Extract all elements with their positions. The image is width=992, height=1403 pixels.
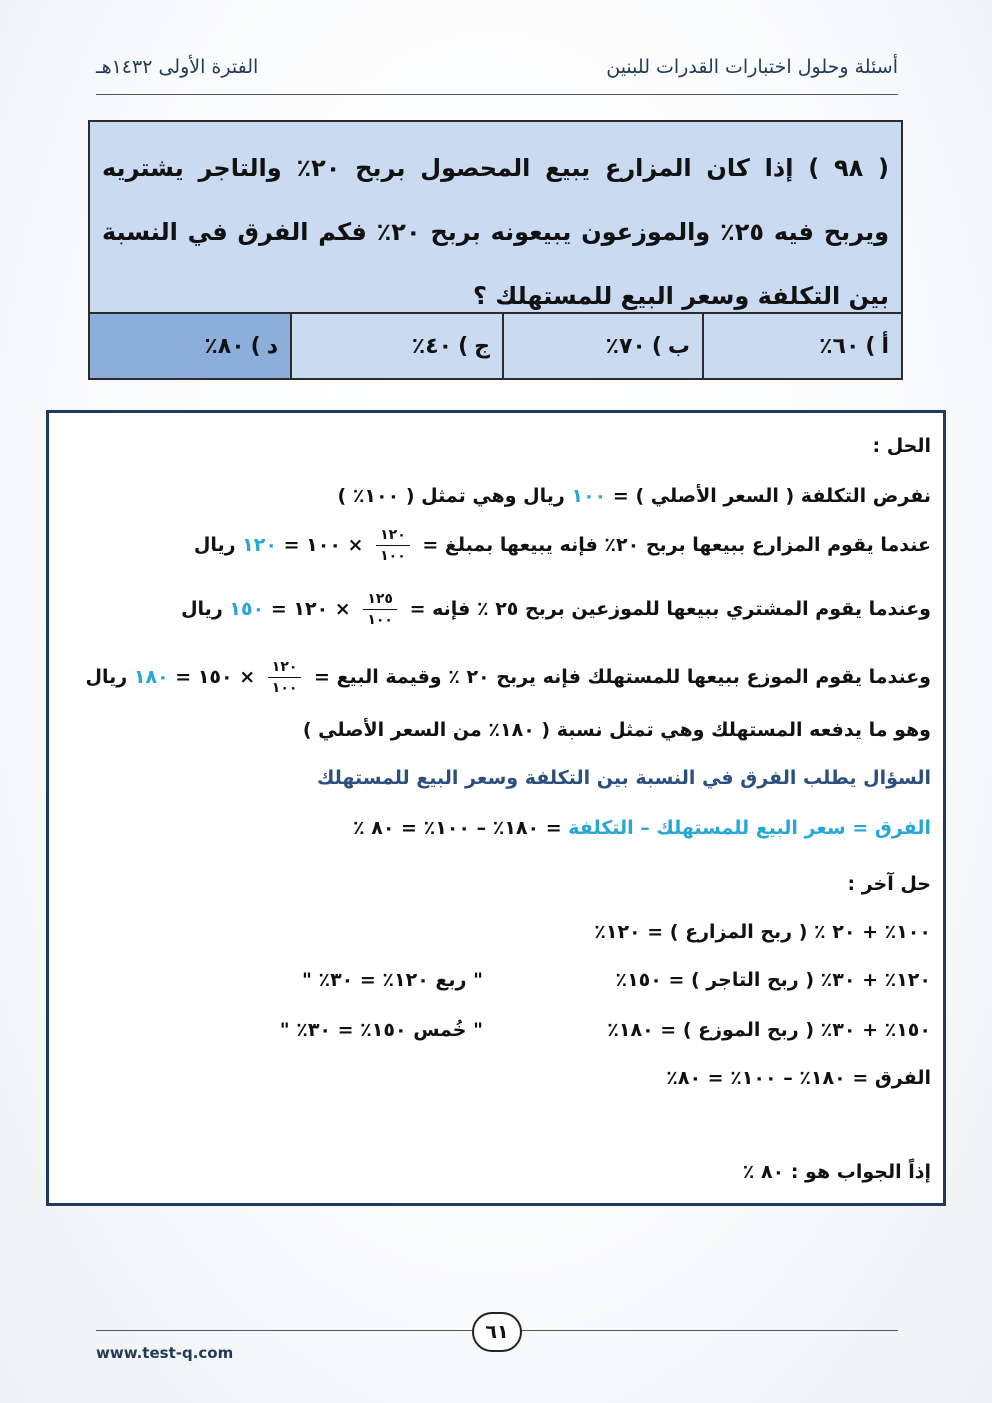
option-a[interactable] [702,314,901,378]
line2-unit: ريال [193,534,236,556]
line2-numerator: ١٢٠ [376,525,410,546]
alt-row-3: ١٥٠٪ + ٣٠٪ ( ربح الموزع ) = ١٨٠٪ [607,1019,931,1041]
option-d-paren: ) [250,333,261,359]
line3-unit: ريال [181,598,223,620]
option-d-letter: د [266,333,278,359]
line4-fraction [268,657,302,698]
option-a-paren: ) [865,333,876,359]
line2-mid: × ١٠٠ = [283,534,364,556]
alt-row-4: الفرق = ١٨٠٪ – ١٠٠٪ = ٨٠٪ [666,1067,931,1089]
line3-value: ١٥٠ [229,598,265,620]
solution-line-2 [61,525,931,566]
option-b-paren: ) [651,333,662,359]
line2-value: ١٢٠ [242,534,277,556]
solution-line-1 [61,485,931,507]
line4-numerator: ١٢٠ [268,657,302,678]
line3-mid: × ١٢٠ = [270,598,351,620]
solution-line-3 [61,589,931,630]
final-answer: إذاً الجواب هو : ٨٠ ٪ [742,1161,931,1183]
option-d-value: ٨٠٪ [204,333,245,359]
line4-denominator: ١٠٠ [271,680,298,696]
line4-unit: ريال [85,666,128,688]
option-c[interactable] [290,314,502,378]
solution-line-5: وهو ما يدفعه المستهلك وهي تمثل نسبة ( ١٨٠٪ من السعر الأصلي ) [302,719,931,741]
option-b-value: ٧٠٪ [605,333,646,359]
page-header [96,50,898,95]
line2-pre: عندما يقوم المزارع ببيعها بربح ٢٠٪ فإنه يبيعها بمبلغ = [422,534,931,556]
answer-options [90,312,901,378]
line7-formula: الفرق = سعر البيع للمستهلك – التكلفة [568,817,931,839]
option-a-letter: أ [881,333,889,359]
option-c-paren: ) [458,333,469,359]
line2-fraction [376,525,410,566]
alt-row-3-note: " خُمس ١٥٠٪ = ٣٠٪ " [279,1019,483,1041]
solution-line-7 [61,817,931,839]
option-c-letter: ج [474,333,490,359]
option-c-value: ٤٠٪ [411,333,453,359]
period-title: الفترة الأولى ١٤٣٢هـ [96,56,259,78]
line1-pre: نفرض التكلفة ( السعر الأصلي ) = [612,485,931,507]
book-title: أسئلة وحلول اختبارات القدرات للبنين [606,56,898,78]
solution-line-6: السؤال يطلب الفرق في النسبة بين التكلفة وسعر البيع للمستهلك [316,767,931,789]
alt-row-2: ١٢٠٪ + ٣٠٪ ( ربح التاجر ) = ١٥٠٪ [615,969,931,991]
line2-denominator: ١٠٠ [380,548,406,564]
alt-row-1: ١٠٠٪ + ٢٠ ٪ ( ربح المزارع ) = ١٢٠٪ [594,921,931,943]
option-a-value: ٦٠٪ [819,333,860,359]
website-link[interactable]: www.test-q.com [96,1344,234,1362]
question-text: ( ٩٨ ) إذا كان المزارع يبيع المحصول بربح ٢٠٪ والتاجر يشتريه ويربح فيه ٢٥٪ والموزعون يبيعونه بربح ٢٠٪ فكم الفرق في النسبة بين التكلفة وسعر البيع للمستهلك ؟ [102,154,890,310]
solution-heading: الحل : [872,435,931,457]
line3-pre: وعندما يقوم المشتري ببيعها للموزعين بربح ٢٥ ٪ فإنه = [409,598,931,620]
alt-row-2-note: " ربع ١٢٠٪ = ٣٠٪ " [301,969,483,991]
line4-value: ١٨٠ [133,666,169,688]
option-b[interactable] [502,314,702,378]
option-b-letter: ب [667,333,690,359]
question-box [88,120,903,380]
option-d[interactable] [90,314,290,378]
alt-solution-heading: حل آخر : [847,873,931,895]
line3-fraction [363,589,397,630]
line1-value: ١٠٠ [571,485,607,507]
line3-numerator: ١٢٥ [363,589,397,610]
line4-mid: × ١٥٠ = [175,666,256,688]
solution-box [46,410,946,1206]
line7-result: = ١٨٠٪ – ١٠٠٪ = ٨٠ ٪ [353,817,562,839]
solution-line-4 [61,657,931,698]
line3-denominator: ١٠٠ [367,612,393,628]
line1-post: ريال وهي تمثل ( ١٠٠٪ ) [337,485,565,507]
page-number: ٦١ [472,1312,522,1352]
line4-pre: وعندما يقوم الموزع ببيعها للمستهلك فإنه يربح ٢٠ ٪ وقيمة البيع = [314,666,931,688]
